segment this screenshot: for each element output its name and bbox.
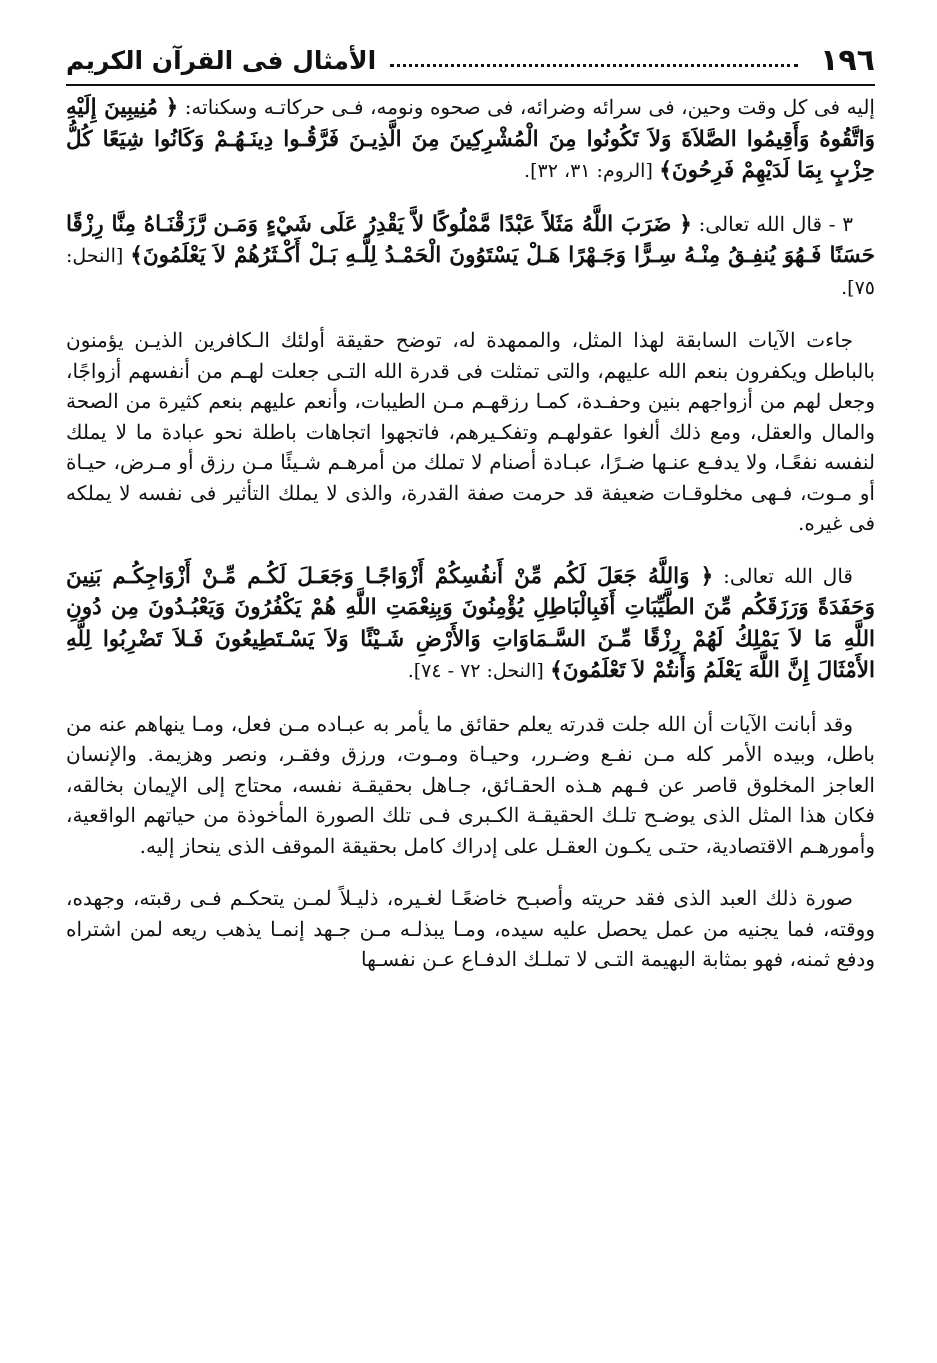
paragraph-3-text: جاءت الآيات السابقة لهذا المثل، والممهدة له، توضح حقيقة أولئك الـكافرين الذيـن يؤمنون بالباطل ويكفرون بنعم الله عليهم، والتى تمثلت فى قدرة الله التـى جعلت لهـم من أنفسهم أزواجًا، وجعل لهم من أزواجهم بنين وحفـدة، كمـا رزقهـم مـن الطيبات، وأنعم عليهم بنعم كثيرة من الصحة والمال والعقل، ومع ذلك ألغوا عقولهـم وتفكـيرهم، فاتجهوا اتجاهات باطلة نحو عبادة ما لا يملك لنفسه نفعًـا، ولا يدفـع عنـها ضـرًا، عبـادة أصنام لا تملك من أمرهـم شـيئًا مـن رزق أو مـرض، حيـاة أو مـوت، فـهى مخلوقـات ضعيفة قد حرمت صفة القدرة، والذى لا يملك التأثير فى نفسه لا يملكه فى غيره. — [66, 328, 876, 535]
verse-citation-3: [النحل: ٧٢ - ٧٤]. — [407, 660, 544, 682]
paragraph-2-intro: ٣ - قال الله تعالى: — [698, 211, 854, 236]
quran-verse-3: ﴿ وَاللَّهُ جَعَلَ لَكُم مِّنْ أَنفُسِكُمْ أَزْوَاجًـا وَجَعَـلَ لَكُـم مِّـنْ أَزْوَاجِكُـم بَنِينَ وَحَفَدَةً وَرَزَقَكُم مِّنَ الطَّيِّبَاتِ أَفَبِالْبَاطِلِ يُؤْمِنُونَ وَبِنِعْمَتِ اللَّهِ هُمْ يَكْفُرُونَ وَيَعْبُـدُونَ مِن دُونِ اللَّهِ مَا لاَ يَمْلِكُ لَهُمْ رِزْقًا مِّـنَ السَّـمَاوَاتِ وَالأَرْضِ شَـيْئًا وَلاَ يَسْـتَطِيعُونَ فَـلاَ تَضْرِبُوا لِلَّهِ الأَمْثَالَ إِنَّ اللَّهَ يَعْلَمُ وَأَنتُمْ لاَ تَعْلَمُونَ﴾ — [66, 563, 875, 683]
paragraph-5-text: وقد أبانت الآيات أن الله جلت قدرته يعلم حقائق ما يأمر به عبـاده مـن فعل، ومـا ينهاهم عنه من باطل، وبيده الأمر كله مـن نفـع وضـرر، وحيـاة ومـوت، ورزق وفقـر، ونصر وهزيمة. والإنسان العاجز المخلوق قاصر عن فـهم هـذه الحقـائق، جـاهل بحقيقـة نفسه، محتاج إلى الإيمان بخالقه، فكان هذا المثل الذى يوضـح تلـك الحقيقـة الكـبرى فـى تلك الصورة المأخوذة من حياتهم الواقعية، وأمورهـم الاقتصادية، حتـى يكـون العقـل على إدراك كامل بحقيقة الموقف الذى ينحاز إليه. — [66, 711, 875, 858]
verse-citation-1: [الروم: ٣١، ٣٢]. — [524, 160, 653, 182]
paragraph-1 — [66, 92, 875, 187]
paragraph-4-intro: قال الله تعالى: — [723, 563, 853, 588]
paragraph-6 — [66, 883, 875, 975]
paragraph-1-intro: إليه فى كل وقت وحين، فى سرائه وضرائه، فى صحوه ونومه، فـى حركاتـه وسكناته: — [184, 95, 875, 119]
paragraph-2 — [66, 209, 875, 304]
quran-verse-2: ﴿ ضَرَبَ اللَّهُ مَثَلاً عَبْدًا مَّمْلُوكًا لاَّ يَقْدِرُ عَلَى شَيْءٍ وَمَـن رَّزَقْنَـاهُ مِنَّا رِزْقًا حَسَنًا فَـهُوَ يُنفِـقُ مِنْـهُ سِـرًّا وَجَـهْرًا هَـلْ يَسْتَوُونَ الْحَمْـدُ لِلَّـهِ بَـلْ أَكْـثَرُهُمْ لاَ يَعْلَمُونَ﴾ — [66, 211, 875, 268]
page-number: ١٩٦ — [820, 42, 875, 78]
paragraph-4 — [66, 561, 875, 687]
header-dotted-leader — [390, 64, 798, 67]
running-title: الأمثال فى القرآن الكريم — [66, 45, 377, 75]
paragraph-3 — [66, 325, 875, 539]
paragraph-5 — [66, 709, 875, 862]
page-header — [66, 36, 875, 86]
quran-verse-1: ﴿ مُنِيبِينَ إِلَيْهِ وَاتَّقُوهُ وَأَقِيمُوا الصَّلاَةَ وَلاَ تَكُونُوا مِنَ الْمُشْرِكِينَ مِنَ الَّذِيـنَ فَرَّقُـوا دِينَـهُـمْ وَكَانُوا شِيَعًا كُلُّ حِزْبٍ بِمَا لَدَيْهِمْ فَرِحُونَ﴾ — [66, 95, 875, 183]
verse-citation-2: [النحل: ٧٥]. — [66, 245, 875, 299]
paragraph-6-text: صورة ذلك العبد الذى فقد حريته وأصبـح خاضعًـا لغـيره، ذليـلاً لمـن يتحكـم فـى رقبته، وجهده، ووقته، فما يجنيه من عمل يحصل عليه سيده، ومـا يبذلـه مـن جـهد إنمـا يذهب ريعه لمن اشتراه ودفع ثمنه، فهو بمثابة البهيمة التـى لا تملـك الدفـاع عـن نفسـها — [66, 886, 875, 971]
